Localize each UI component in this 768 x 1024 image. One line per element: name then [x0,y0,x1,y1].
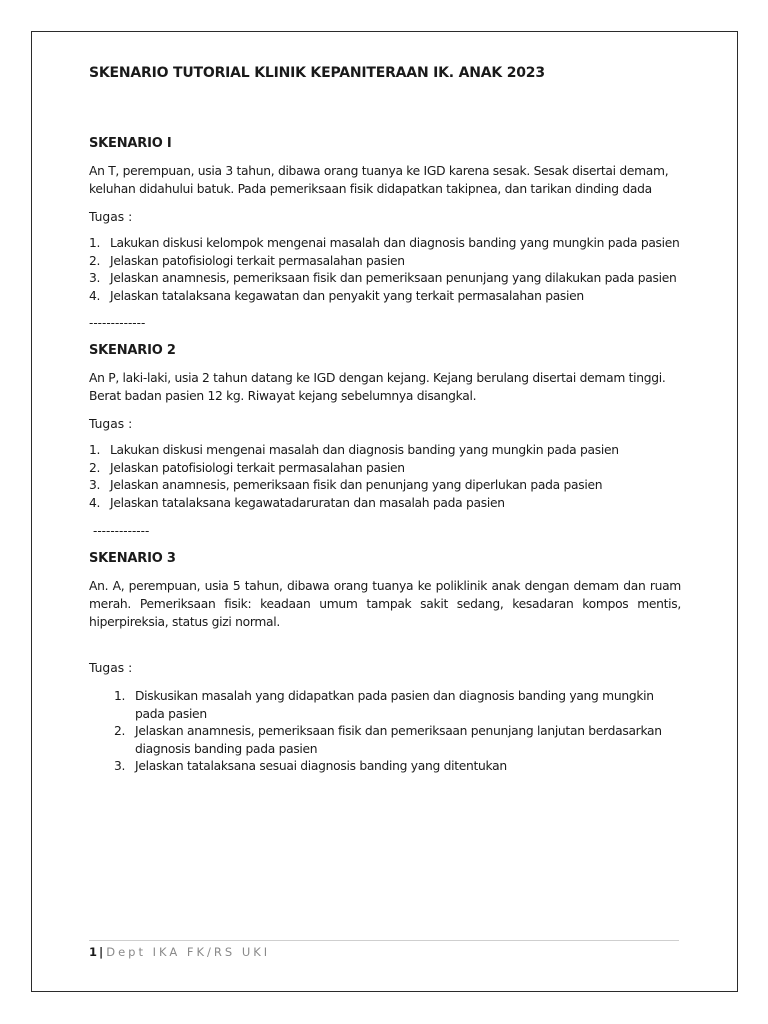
section-separator: ------------- [93,524,150,538]
list-number: 3. [114,759,126,773]
list-item [89,288,681,306]
task-text: Jelaskan tatalaksana kegawatadaruratan dan masalah pada pasien [110,495,505,510]
list-item [89,723,681,758]
task-text: Lakukan diskusi mengenai masalah dan diagnosis banding yang mungkin pada pasien [110,443,619,457]
scenario-1-task-list [89,235,681,305]
document-content [89,64,681,776]
task-text: Jelaskan tatalaksana sesuai diagnosis banding yang ditentukan [135,759,507,773]
list-item [89,442,681,460]
scenario-2-task-list [89,442,681,512]
list-number: 2. [114,724,126,738]
scenario-3-tugas-label: Tugas : [89,661,133,675]
scenario-1-text: An T, perempuan, usia 3 tahun, dibawa orang tuanya ke IGD karena sesak. Sesak disertai demam, keluhan didahului batuk. Pada pemeriksaan fisik didapatkan takipnea, dan tarikan dinding dada [89,164,669,196]
footer-divider: | [99,945,104,959]
page-number: 1 [89,945,98,959]
scenario-1-heading: SKENARIO I [89,136,172,151]
list-item [89,688,681,723]
footer-text: Dept IKA FK/RS UKI [106,945,271,959]
list-item [89,477,681,495]
task-text: Jelaskan tatalaksana kegawatan dan penyakit yang terkait permasalahan pasien [110,288,584,303]
section-separator: ------------- [89,316,146,330]
scenario-2-heading: SKENARIO 2 [89,343,176,358]
list-item [89,495,681,513]
list-item [89,460,681,478]
list-item [89,758,681,776]
list-number: 2. [89,253,101,268]
scenario-3-heading: SKENARIO 3 [89,551,176,566]
list-number: 1. [89,443,101,457]
list-item [89,235,681,253]
task-text: Jelaskan patofisiologi terkait permasalahan pasien [110,253,405,268]
task-text: Jelaskan patofisiologi terkait permasalahan pasien [110,460,405,475]
task-text: Jelaskan anamnesis, pemeriksaan fisik dan pemeriksaan penunjang yang dilakukan pada pasien [110,271,677,285]
list-item [89,270,681,288]
list-number: 1. [114,689,126,703]
list-number: 3. [89,478,101,492]
scenario-2-tugas-label: Tugas : [89,417,133,431]
scenario-1-tugas-label: Tugas : [89,210,133,224]
list-number: 1. [89,236,101,250]
list-number: 3. [89,271,101,285]
footer-divider-line [89,940,679,941]
task-text: Jelaskan anamnesis, pemeriksaan fisik dan penunjang yang diperlukan pada pasien [110,478,603,492]
task-text: Diskusikan masalah yang didapatkan pada pasien dan diagnosis banding yang mungkin pada pasien [135,689,654,721]
list-item [89,253,681,271]
page-footer [89,945,270,959]
scenario-2-text: An P, laki-laki, usia 2 tahun datang ke IGD dengan kejang. Kejang berulang disertai demam tinggi. Berat badan pasien 12 kg. Riwayat kejang sebelumnya disangkal. [89,371,666,403]
scenario-3-text: An. A, perempuan, usia 5 tahun, dibawa orang tuanya ke poliklinik anak dengan demam dan ruam merah. Pemeriksaan fisik: keadaan umum tampak sakit sedang, kesadaran kompos mentis, hiperpireksia, status gizi normal. [89,579,681,629]
task-text: Lakukan diskusi kelompok mengenai masalah dan diagnosis banding yang mungkin pada pasien [110,236,680,250]
list-number: 2. [89,460,101,475]
list-number: 4. [89,495,101,510]
list-number: 4. [89,288,101,303]
document-title: SKENARIO TUTORIAL KLINIK KEPANITERAAN IK. ANAK 2023 [89,65,545,81]
task-text: Jelaskan anamnesis, pemeriksaan fisik dan pemeriksaan penunjang lanjutan berdasarkan diagnosis banding pada pasien [135,724,662,756]
scenario-3-task-list [89,688,681,776]
